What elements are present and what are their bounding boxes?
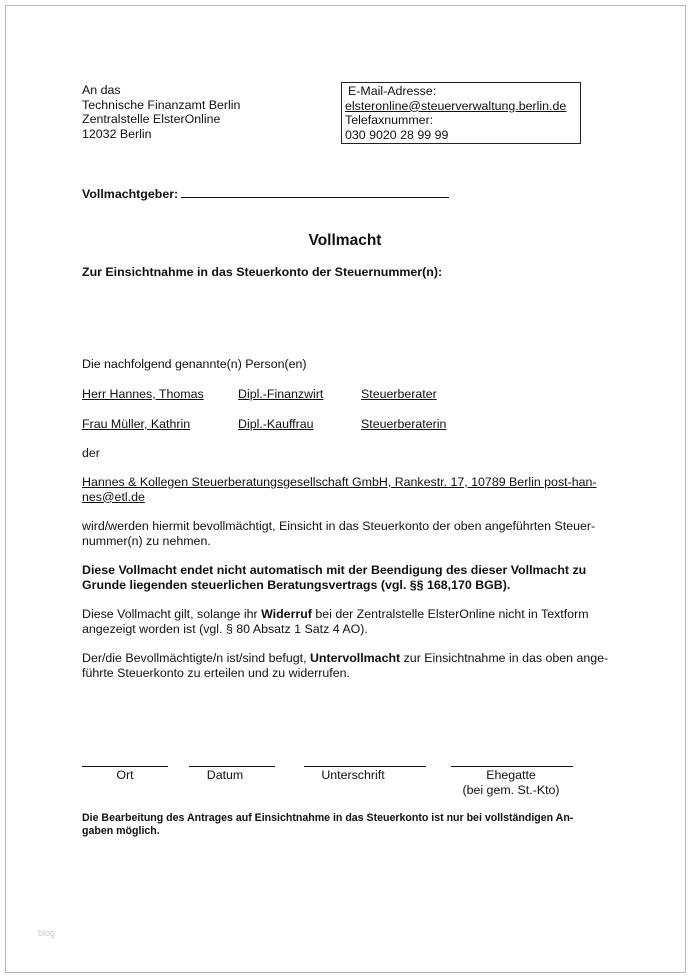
validity-line: angezeigt worden ist (vgl. § 80 Absatz 1 Satz 4 AO). [82,621,368,636]
subdelegation-pre: Der/die Bevollmächtigte/n ist/sind befugt, [82,651,310,665]
validity-text [82,607,627,636]
subdelegation-line: führte Steuerkonto zu erteilen und zu widerrufen. [82,665,350,680]
recipient-line: An das [82,83,121,97]
footer-line: gaben möglich. [82,825,160,837]
document-subtitle: Zur Einsichtnahme in das Steuerkonto der Steuernummer(n): [82,265,443,279]
authorization-line: wird/werden hiermit bevollmächtigt, Einsicht in das Steuerkonto der oben angeführten Steuer- [82,519,596,533]
document-title: Vollmacht [308,232,382,249]
der-text: der [82,446,100,460]
spouse-label [450,768,572,797]
recipient-line: Technische Finanzamt Berlin [82,97,241,112]
person-degree: Dipl.-Kauffrau [238,417,314,431]
contact-box [341,82,581,144]
email-link[interactable]: elsteronline@steuerverwaltung.berlin.de [345,98,567,113]
authorization-line: nummer(n) zu nehmen. [82,533,211,548]
subdelegation-text [82,651,627,680]
date-signature-line [189,766,275,767]
validity-bold: Widerruf [261,607,312,621]
grantor-label: Vollmachtgeber: [82,187,179,201]
signature-line [304,766,426,767]
subdelegation-bold: Untervollmacht [309,651,401,665]
person-role: Steuerberaterin [361,417,447,431]
spouse-signature-line [451,766,573,767]
validity-pre: Diese Vollmacht gilt, solange ihr [82,607,262,621]
person-degree: Dipl.-Finanzwirt [238,387,324,401]
fax-label: Telefaxnummer: [345,113,434,128]
place-label: Ort [116,768,134,782]
spouse-note: (bei gem. St.-Kto) [462,782,560,797]
subdelegation-post: zur Einsichtnahme in das oben ange- [400,651,609,665]
date-label: Datum [206,768,244,782]
termination-line: Diese Vollmacht endet nicht automatisch mit der Beendigung des dieser Vollmacht zu [82,563,587,577]
termination-notice [82,563,627,592]
company-line: nes@etl.de [82,489,145,504]
authorization-text [82,519,627,548]
footer-line: Die Bearbeitung des Antrages auf Einsichtnahme in das Steuerkonto ist nur bei vollständigen An- [82,812,574,824]
signature-label: Unterschrift [321,768,385,782]
fax-number: 030 9020 28 99 99 [345,127,449,142]
grantor-field [82,186,449,202]
termination-line: Grunde liegenden steuerlichen Beratungsvertrags (vgl. §§ 168,170 BGB). [82,577,511,592]
recipient-address [82,83,240,141]
person-name: Frau Müller, Kathrin [82,417,191,431]
footer-notice [82,812,627,838]
person-role: Steuerberater [361,387,437,401]
validity-post: bei der Zentralstelle ElsterOnline nicht in Textform [311,607,589,621]
intro-text: Die nachfolgend genannte(n) Person(en) [82,357,307,371]
company-line: Hannes & Kollegen Steuerberatungsgesellschaft GmbH, Rankestr. 17, 10789 Berlin post-han- [82,475,597,489]
subdelegation-line [82,651,627,666]
spouse-title: Ehegatte [486,768,536,782]
email-label: E-Mail-Adresse: [348,84,437,98]
person-row [82,417,446,432]
company-address [82,475,627,504]
person-row [82,387,437,402]
recipient-line: Zentralstelle ElsterOnline [82,112,221,127]
grantor-blank-line [181,186,449,198]
recipient-line: 12032 Berlin [82,126,152,141]
validity-line [82,607,627,622]
watermark: blog [38,928,56,938]
person-name: Herr Hannes, Thomas [82,387,204,401]
place-signature-line [82,766,168,767]
